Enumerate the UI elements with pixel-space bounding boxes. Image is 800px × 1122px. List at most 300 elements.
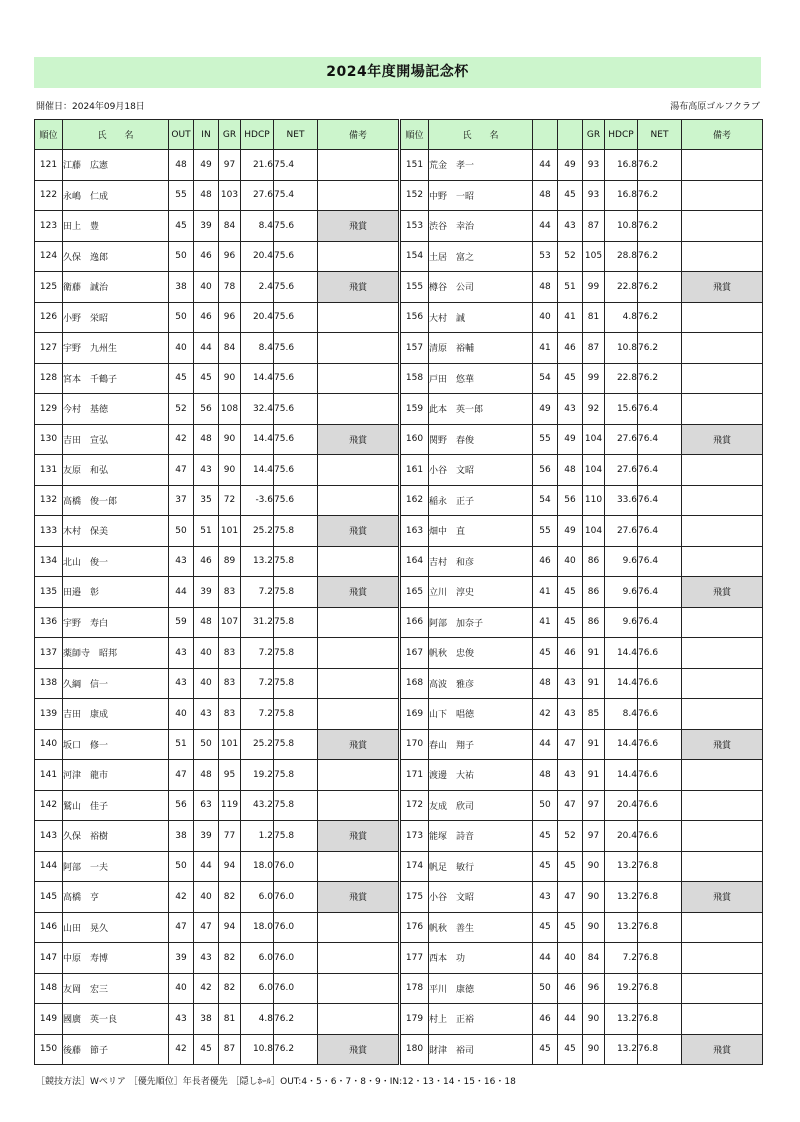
rank-cell: 149	[35, 1004, 63, 1035]
in-cell: 56	[194, 394, 219, 425]
out-cell: 59	[169, 607, 194, 638]
gr-cell: 78	[219, 272, 241, 303]
hdcp-cell: 13.2	[605, 882, 638, 913]
note-cell	[682, 302, 763, 333]
net-cell: 75.8	[274, 638, 318, 669]
col-note: 備考	[318, 120, 399, 150]
name-cell: 久保 逸郎	[63, 241, 169, 272]
gr-cell: 99	[583, 363, 605, 394]
table-row	[35, 333, 399, 364]
rank-cell: 122	[35, 180, 63, 211]
out-cell: 48	[533, 668, 558, 699]
rank-cell: 177	[401, 943, 429, 974]
col-note: 備考	[682, 120, 763, 150]
out-cell: 56	[169, 790, 194, 821]
note-cell	[318, 485, 399, 516]
hdcp-cell: 14.4	[241, 455, 274, 486]
out-cell: 50	[533, 790, 558, 821]
hdcp-cell: 9.6	[605, 546, 638, 577]
gr-cell: 81	[219, 1004, 241, 1035]
note-cell	[318, 851, 399, 882]
out-cell: 41	[533, 607, 558, 638]
hdcp-cell: 14.4	[605, 638, 638, 669]
note-cell	[682, 363, 763, 394]
in-cell: 40	[194, 882, 219, 913]
out-cell: 45	[533, 638, 558, 669]
net-cell: 76.4	[638, 394, 682, 425]
note-cell: 飛賞	[318, 211, 399, 242]
net-cell: 76.2	[638, 150, 682, 181]
table-row	[35, 821, 399, 852]
table-row	[401, 455, 763, 486]
gr-cell: 96	[219, 241, 241, 272]
rank-cell: 143	[35, 821, 63, 852]
name-cell: 吉田 宣弘	[63, 424, 169, 455]
net-cell: 76.8	[638, 1034, 682, 1065]
out-cell: 47	[169, 912, 194, 943]
hdcp-cell: 13.2	[605, 1034, 638, 1065]
hdcp-cell: 13.2	[605, 912, 638, 943]
gr-cell: 83	[219, 577, 241, 608]
hdcp-cell: 16.8	[605, 180, 638, 211]
out-cell: 50	[533, 973, 558, 1004]
net-cell: 75.6	[274, 241, 318, 272]
gr-cell: 104	[583, 455, 605, 486]
note-cell	[682, 394, 763, 425]
net-cell: 75.6	[274, 455, 318, 486]
name-cell: 友岡 宏三	[63, 973, 169, 1004]
gr-cell: 86	[583, 546, 605, 577]
table-row	[35, 577, 399, 608]
net-cell: 75.6	[274, 424, 318, 455]
net-cell: 75.6	[274, 394, 318, 425]
name-cell: 小野 栄昭	[63, 302, 169, 333]
out-cell: 42	[169, 1034, 194, 1065]
hdcp-cell: 1.2	[241, 821, 274, 852]
table-row	[35, 211, 399, 242]
table-row	[401, 424, 763, 455]
net-cell: 76.4	[638, 577, 682, 608]
note-cell	[682, 180, 763, 211]
table-row	[35, 668, 399, 699]
gr-cell: 72	[219, 485, 241, 516]
note-cell	[318, 638, 399, 669]
gr-cell: 91	[583, 760, 605, 791]
name-cell: 鷲山 佳子	[63, 790, 169, 821]
net-cell: 76.4	[638, 485, 682, 516]
rank-cell: 166	[401, 607, 429, 638]
net-cell: 76.6	[638, 668, 682, 699]
rank-cell: 140	[35, 729, 63, 760]
out-cell: 44	[169, 577, 194, 608]
gr-cell: 87	[219, 1034, 241, 1065]
name-cell: 今村 基徳	[63, 394, 169, 425]
in-cell: 44	[194, 851, 219, 882]
rank-cell: 133	[35, 516, 63, 547]
note-cell	[318, 302, 399, 333]
table-row	[35, 699, 399, 730]
net-cell: 76.2	[638, 302, 682, 333]
out-cell: 56	[533, 455, 558, 486]
table-row	[401, 363, 763, 394]
hdcp-cell: 7.2	[241, 638, 274, 669]
net-cell: 76.2	[638, 241, 682, 272]
rank-cell: 157	[401, 333, 429, 364]
rank-cell: 154	[401, 241, 429, 272]
name-cell: 吉村 和彦	[429, 546, 533, 577]
gr-cell: 91	[583, 668, 605, 699]
hdcp-cell: -3.6	[241, 485, 274, 516]
out-cell: 39	[169, 943, 194, 974]
out-cell: 42	[169, 424, 194, 455]
out-cell: 45	[169, 211, 194, 242]
in-cell: 43	[194, 943, 219, 974]
net-cell: 76.8	[638, 973, 682, 1004]
out-cell: 55	[533, 516, 558, 547]
rank-cell: 144	[35, 851, 63, 882]
net-cell: 75.6	[274, 333, 318, 364]
name-cell: 畑中 直	[429, 516, 533, 547]
in-cell: 46	[558, 973, 583, 1004]
out-cell: 47	[169, 455, 194, 486]
col-name: 氏 名	[429, 120, 533, 150]
name-cell: 永嶋 仁成	[63, 180, 169, 211]
gr-cell: 90	[583, 1004, 605, 1035]
out-cell: 40	[169, 333, 194, 364]
out-cell: 45	[533, 912, 558, 943]
name-cell: 荒金 孝一	[429, 150, 533, 181]
hdcp-cell: 27.6	[605, 455, 638, 486]
gr-cell: 93	[583, 180, 605, 211]
rank-cell: 153	[401, 211, 429, 242]
name-cell: 薬師寺 昭邦	[63, 638, 169, 669]
table-row	[35, 943, 399, 974]
rank-cell: 175	[401, 882, 429, 913]
note-cell: 飛賞	[682, 272, 763, 303]
table-row	[35, 363, 399, 394]
net-cell: 76.0	[274, 912, 318, 943]
gr-cell: 86	[583, 607, 605, 638]
note-cell: 飛賞	[318, 272, 399, 303]
name-cell: 友成 欣司	[429, 790, 533, 821]
name-cell: 河津 龍市	[63, 760, 169, 791]
out-cell: 50	[169, 851, 194, 882]
name-cell: 木村 保美	[63, 516, 169, 547]
in-cell: 40	[194, 638, 219, 669]
name-cell: 平川 康徳	[429, 973, 533, 1004]
out-cell: 54	[533, 485, 558, 516]
table-row	[401, 302, 763, 333]
out-cell: 44	[533, 943, 558, 974]
note-cell	[318, 455, 399, 486]
hdcp-cell: 27.6	[241, 180, 274, 211]
gr-cell: 97	[219, 150, 241, 181]
col-gr: GR	[583, 120, 605, 150]
hdcp-cell: 21.6	[241, 150, 274, 181]
net-cell: 75.8	[274, 546, 318, 577]
gr-cell: 89	[219, 546, 241, 577]
name-cell: 小谷 文昭	[429, 455, 533, 486]
table-row	[401, 516, 763, 547]
col-hdcp: HDCP	[605, 120, 638, 150]
rank-cell: 150	[35, 1034, 63, 1065]
out-cell: 46	[533, 1004, 558, 1035]
hdcp-cell: 14.4	[605, 760, 638, 791]
rank-cell: 164	[401, 546, 429, 577]
table-row	[401, 668, 763, 699]
name-cell: 此本 英一郎	[429, 394, 533, 425]
in-cell: 41	[558, 302, 583, 333]
gr-cell: 90	[583, 851, 605, 882]
rank-cell: 146	[35, 912, 63, 943]
net-cell: 75.6	[274, 272, 318, 303]
col-out	[533, 120, 558, 150]
in-cell: 51	[558, 272, 583, 303]
rank-cell: 162	[401, 485, 429, 516]
gr-cell: 90	[583, 912, 605, 943]
in-cell: 49	[194, 150, 219, 181]
name-cell: 帆足 敏行	[429, 851, 533, 882]
in-cell: 46	[558, 333, 583, 364]
gr-cell: 83	[219, 699, 241, 730]
hdcp-cell: 13.2	[241, 546, 274, 577]
gr-cell: 90	[219, 455, 241, 486]
hdcp-cell: 8.4	[241, 211, 274, 242]
results-table-right	[400, 119, 763, 1065]
name-cell: 高橋 俊一郎	[63, 485, 169, 516]
note-cell: 飛賞	[682, 577, 763, 608]
table-row	[401, 394, 763, 425]
hdcp-cell: 9.6	[605, 577, 638, 608]
table-row	[35, 607, 399, 638]
gr-cell: 105	[583, 241, 605, 272]
gr-cell: 110	[583, 485, 605, 516]
table-row	[401, 760, 763, 791]
table-row	[35, 790, 399, 821]
name-cell: 大村 誠	[429, 302, 533, 333]
col-gr: GR	[219, 120, 241, 150]
out-cell: 42	[169, 882, 194, 913]
table-row	[401, 150, 763, 181]
out-cell: 43	[169, 638, 194, 669]
name-cell: 稲永 正子	[429, 485, 533, 516]
in-cell: 45	[558, 607, 583, 638]
name-cell: 関野 春俊	[429, 424, 533, 455]
note-cell	[682, 455, 763, 486]
in-cell: 45	[558, 1034, 583, 1065]
name-cell: 帆秋 忠俊	[429, 638, 533, 669]
col-net: NET	[274, 120, 318, 150]
note-cell	[682, 516, 763, 547]
net-cell: 76.6	[638, 760, 682, 791]
net-cell: 75.6	[274, 211, 318, 242]
in-cell: 45	[558, 912, 583, 943]
rank-cell: 137	[35, 638, 63, 669]
table-row	[35, 546, 399, 577]
name-cell: 久保 裕樹	[63, 821, 169, 852]
gr-cell: 95	[219, 760, 241, 791]
gr-cell: 83	[219, 638, 241, 669]
in-cell: 40	[558, 546, 583, 577]
net-cell: 76.6	[638, 790, 682, 821]
net-cell: 76.4	[638, 516, 682, 547]
in-cell: 49	[558, 150, 583, 181]
table-row	[401, 790, 763, 821]
rank-cell: 168	[401, 668, 429, 699]
note-cell	[682, 485, 763, 516]
gr-cell: 77	[219, 821, 241, 852]
hdcp-cell: 31.2	[241, 607, 274, 638]
net-cell: 76.8	[638, 912, 682, 943]
out-cell: 45	[533, 821, 558, 852]
net-cell: 75.6	[274, 363, 318, 394]
name-cell: 春山 翔子	[429, 729, 533, 760]
out-cell: 40	[533, 302, 558, 333]
rank-cell: 155	[401, 272, 429, 303]
rank-cell: 132	[35, 485, 63, 516]
rank-cell: 169	[401, 699, 429, 730]
gr-cell: 84	[219, 333, 241, 364]
out-cell: 48	[533, 180, 558, 211]
name-cell: 宮本 千鶴子	[63, 363, 169, 394]
hdcp-cell: 18.0	[241, 912, 274, 943]
note-cell	[318, 241, 399, 272]
out-cell: 38	[169, 272, 194, 303]
in-cell: 48	[194, 424, 219, 455]
col-rank: 順位	[401, 120, 429, 150]
note-cell	[682, 973, 763, 1004]
note-cell	[318, 180, 399, 211]
note-cell	[682, 607, 763, 638]
name-cell: 江藤 広憲	[63, 150, 169, 181]
in-cell: 49	[558, 424, 583, 455]
hdcp-cell: 2.4	[241, 272, 274, 303]
footer-notes: ［競技方法］Wペリア ［優先順位］年長者優先 ［隠しﾎｰﾙ］OUT:4・5・6・7・8・9・IN:12・13・14・15・16・18	[36, 1077, 516, 1087]
rank-cell: 158	[401, 363, 429, 394]
note-cell	[682, 699, 763, 730]
hdcp-cell: 25.2	[241, 516, 274, 547]
note-cell	[682, 150, 763, 181]
note-cell	[682, 760, 763, 791]
hdcp-cell: 8.4	[605, 699, 638, 730]
table-row	[35, 729, 399, 760]
in-cell: 52	[558, 241, 583, 272]
gr-cell: 94	[219, 912, 241, 943]
table-row	[401, 943, 763, 974]
note-cell	[318, 790, 399, 821]
table-row	[35, 241, 399, 272]
net-cell: 75.6	[274, 485, 318, 516]
name-cell: 後藤 節子	[63, 1034, 169, 1065]
table-row	[35, 150, 399, 181]
table-row	[35, 882, 399, 913]
table-row	[35, 455, 399, 486]
table-row	[401, 699, 763, 730]
name-cell: 久綱 信一	[63, 668, 169, 699]
note-cell	[682, 546, 763, 577]
in-cell: 46	[558, 638, 583, 669]
in-cell: 42	[194, 973, 219, 1004]
in-cell: 43	[558, 211, 583, 242]
rank-cell: 135	[35, 577, 63, 608]
hdcp-cell: 15.6	[605, 394, 638, 425]
in-cell: 39	[194, 211, 219, 242]
name-cell: 小谷 文昭	[429, 882, 533, 913]
gr-cell: 87	[583, 333, 605, 364]
note-cell	[682, 211, 763, 242]
note-cell: 飛賞	[682, 729, 763, 760]
note-cell	[682, 790, 763, 821]
net-cell: 76.2	[638, 272, 682, 303]
hdcp-cell: 10.8	[605, 211, 638, 242]
name-cell: 阿部 一夫	[63, 851, 169, 882]
net-cell: 76.6	[638, 638, 682, 669]
out-cell: 45	[533, 851, 558, 882]
out-cell: 40	[169, 699, 194, 730]
hdcp-cell: 7.2	[241, 699, 274, 730]
rank-cell: 138	[35, 668, 63, 699]
in-cell: 48	[558, 455, 583, 486]
net-cell: 76.0	[274, 973, 318, 1004]
name-cell: 土居 富之	[429, 241, 533, 272]
gr-cell: 108	[219, 394, 241, 425]
table-row	[401, 638, 763, 669]
hdcp-cell: 20.4	[241, 241, 274, 272]
table-row	[35, 485, 399, 516]
gr-cell: 97	[583, 821, 605, 852]
hdcp-cell: 9.6	[605, 607, 638, 638]
in-cell: 63	[194, 790, 219, 821]
header-row	[35, 120, 399, 150]
table-row	[401, 211, 763, 242]
table-row	[35, 912, 399, 943]
hdcp-cell: 25.2	[241, 729, 274, 760]
hdcp-cell: 27.6	[605, 516, 638, 547]
net-cell: 76.2	[274, 1004, 318, 1035]
net-cell: 76.4	[638, 424, 682, 455]
name-cell: 中原 寿博	[63, 943, 169, 974]
hdcp-cell: 6.0	[241, 973, 274, 1004]
note-cell	[318, 668, 399, 699]
net-cell: 75.8	[274, 577, 318, 608]
name-cell: 高波 雅彦	[429, 668, 533, 699]
event-date: 開催日：2024年09月18日	[36, 102, 145, 112]
hdcp-cell: 32.4	[241, 394, 274, 425]
name-cell: 渡邊 大祐	[429, 760, 533, 791]
gr-cell: 91	[583, 729, 605, 760]
table-row	[35, 760, 399, 791]
note-cell	[318, 546, 399, 577]
net-cell: 75.8	[274, 607, 318, 638]
gr-cell: 86	[583, 577, 605, 608]
in-cell: 43	[194, 455, 219, 486]
in-cell: 47	[558, 790, 583, 821]
in-cell: 51	[194, 516, 219, 547]
out-cell: 48	[169, 150, 194, 181]
table-row	[35, 424, 399, 455]
name-cell: 山田 晃久	[63, 912, 169, 943]
rank-cell: 173	[401, 821, 429, 852]
net-cell: 76.2	[638, 180, 682, 211]
table-row	[35, 394, 399, 425]
net-cell: 76.4	[638, 455, 682, 486]
gr-cell: 83	[219, 668, 241, 699]
col-in	[558, 120, 583, 150]
gr-cell: 87	[583, 211, 605, 242]
hdcp-cell: 13.2	[605, 1004, 638, 1035]
out-cell: 43	[169, 1004, 194, 1035]
rank-cell: 160	[401, 424, 429, 455]
